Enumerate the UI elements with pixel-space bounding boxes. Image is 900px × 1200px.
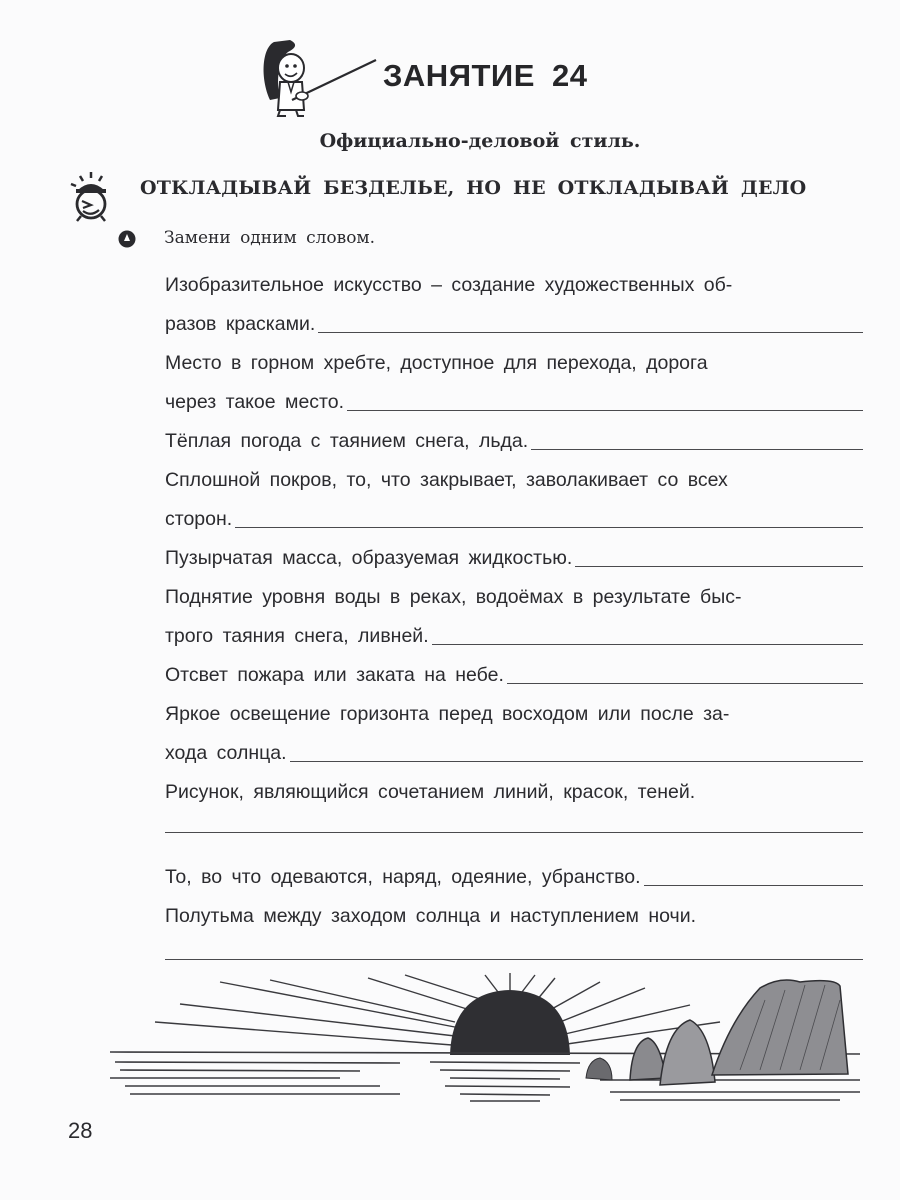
exercise-item-line: хода солнца. <box>165 732 863 771</box>
answer-blank[interactable] <box>318 332 863 333</box>
lesson-subtitle: Официально-деловой стиль. <box>319 130 641 152</box>
answer-blank[interactable] <box>432 644 863 645</box>
task-instruction: Замени одним словом. <box>164 228 376 248</box>
exercise-list <box>165 264 863 986</box>
proverb-heading: ОТКЛАДЫВАЙ БЕЗДЕЛЬЕ, НО НЕ ОТКЛАДЫВАЙ ДЕЛО <box>140 177 807 199</box>
exercise-item-line: Сплошной покров, то, что закрывает, заволакивает со всех <box>165 468 728 491</box>
exercise-item-line: Отсвет пожара или заката на небе. <box>165 654 863 693</box>
exercise-item-line: То, во что одеваются, наряд, одеяние, убранство. <box>165 856 863 895</box>
exercise-item-line: Изобразительное искусство – создание художественных об- <box>165 273 733 296</box>
answer-blank[interactable] <box>507 683 863 684</box>
exercise-item-line: Поднятие уровня воды в реках, водоёмах в результате быс- <box>165 585 742 608</box>
answer-blank[interactable] <box>575 566 863 567</box>
answer-blank[interactable] <box>644 885 863 886</box>
answer-blank[interactable] <box>531 449 863 450</box>
answer-blank[interactable] <box>165 959 863 960</box>
answer-blank[interactable] <box>347 410 863 411</box>
answer-blank[interactable] <box>290 761 863 762</box>
exercise-item-line: через такое место. <box>165 381 863 420</box>
answer-blank[interactable] <box>165 832 863 833</box>
exercise-item-line: Тёплая погода с таянием снега, льда. <box>165 420 863 459</box>
answer-line-row <box>165 810 863 856</box>
answer-blank[interactable] <box>235 527 863 528</box>
page-number: 28 <box>68 1118 93 1143</box>
proverb-row <box>68 170 868 222</box>
exercise-item-line: Пузырчатая масса, образуемая жидкостью. <box>165 537 863 576</box>
alarm-clock-icon <box>68 170 114 222</box>
exercise-item-line: разов красками. <box>165 303 863 342</box>
bullet-icon <box>118 230 136 248</box>
exercise-item-line: Рисунок, являющийся сочетанием линий, красок, теней. <box>165 780 696 803</box>
sunset-sea-illustration <box>100 970 870 1105</box>
teacher-with-pointer-icon <box>258 38 383 118</box>
exercise-item-line: Полутьма между заходом солнца и наступлением ночи. <box>165 904 697 927</box>
exercise-item-line: трого таяния снега, ливней. <box>165 615 863 654</box>
exercise-item-line: сторон. <box>165 498 863 537</box>
lesson-title: ЗАНЯТИЕ 24 <box>383 58 588 93</box>
exercise-item-line: Место в горном хребте, доступное для перехода, дорога <box>165 351 708 374</box>
exercise-item-line: Яркое освещение горизонта перед восходом или после за- <box>165 702 730 725</box>
